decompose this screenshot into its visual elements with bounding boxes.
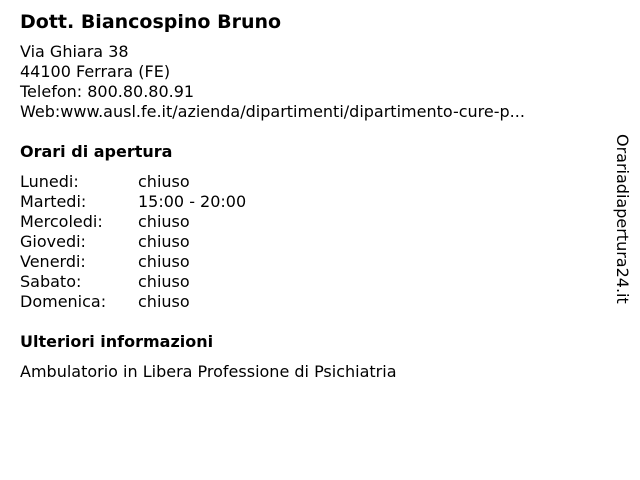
day-label: Mercoledi: <box>20 212 103 231</box>
listing-content <box>20 10 600 382</box>
hours-value: chiuso <box>138 172 190 191</box>
phone-line[interactable]: Telefon: 800.80.80.91 <box>20 82 195 101</box>
day-label: Sabato: <box>20 272 82 291</box>
hours-row-tuesday <box>20 192 600 212</box>
day-label: Giovedi: <box>20 232 86 251</box>
day-label: Martedi: <box>20 192 87 211</box>
hours-row-wednesday <box>20 212 600 232</box>
hours-value: chiuso <box>138 272 190 291</box>
web-label: Web: <box>20 102 61 121</box>
hours-value: chiuso <box>138 252 190 271</box>
site-watermark: Orariadiapertura24.it <box>613 134 632 304</box>
doctor-name: Dott. Biancospino Bruno <box>20 11 282 33</box>
day-label: Lunedi: <box>20 172 79 191</box>
hours-value: chiuso <box>138 212 190 231</box>
hours-value: chiuso <box>138 232 190 251</box>
day-label: Domenica: <box>20 292 107 311</box>
more-info-heading: Ulteriori informazioni <box>20 332 214 351</box>
hours-row-thursday <box>20 232 600 252</box>
hours-row-monday <box>20 172 600 192</box>
web-line <box>20 102 600 122</box>
opening-hours-heading: Orari di apertura <box>20 142 173 161</box>
address-line-street: Via Ghiara 38 <box>20 42 129 61</box>
hours-value: 15:00 - 20:00 <box>138 192 247 211</box>
opening-hours-table <box>20 172 600 312</box>
hours-value: chiuso <box>138 292 190 311</box>
hours-row-friday <box>20 252 600 272</box>
hours-row-saturday <box>20 272 600 292</box>
address-line-city: 44100 Ferrara (FE) <box>20 62 171 81</box>
more-info-text: Ambulatorio in Libera Professione di Psichiatria <box>20 362 397 381</box>
hours-row-sunday <box>20 292 600 312</box>
web-link[interactable]: www.ausl.fe.it/azienda/dipartimenti/dipartimento-cure-p... <box>60 102 525 121</box>
day-label: Venerdi: <box>20 252 86 271</box>
